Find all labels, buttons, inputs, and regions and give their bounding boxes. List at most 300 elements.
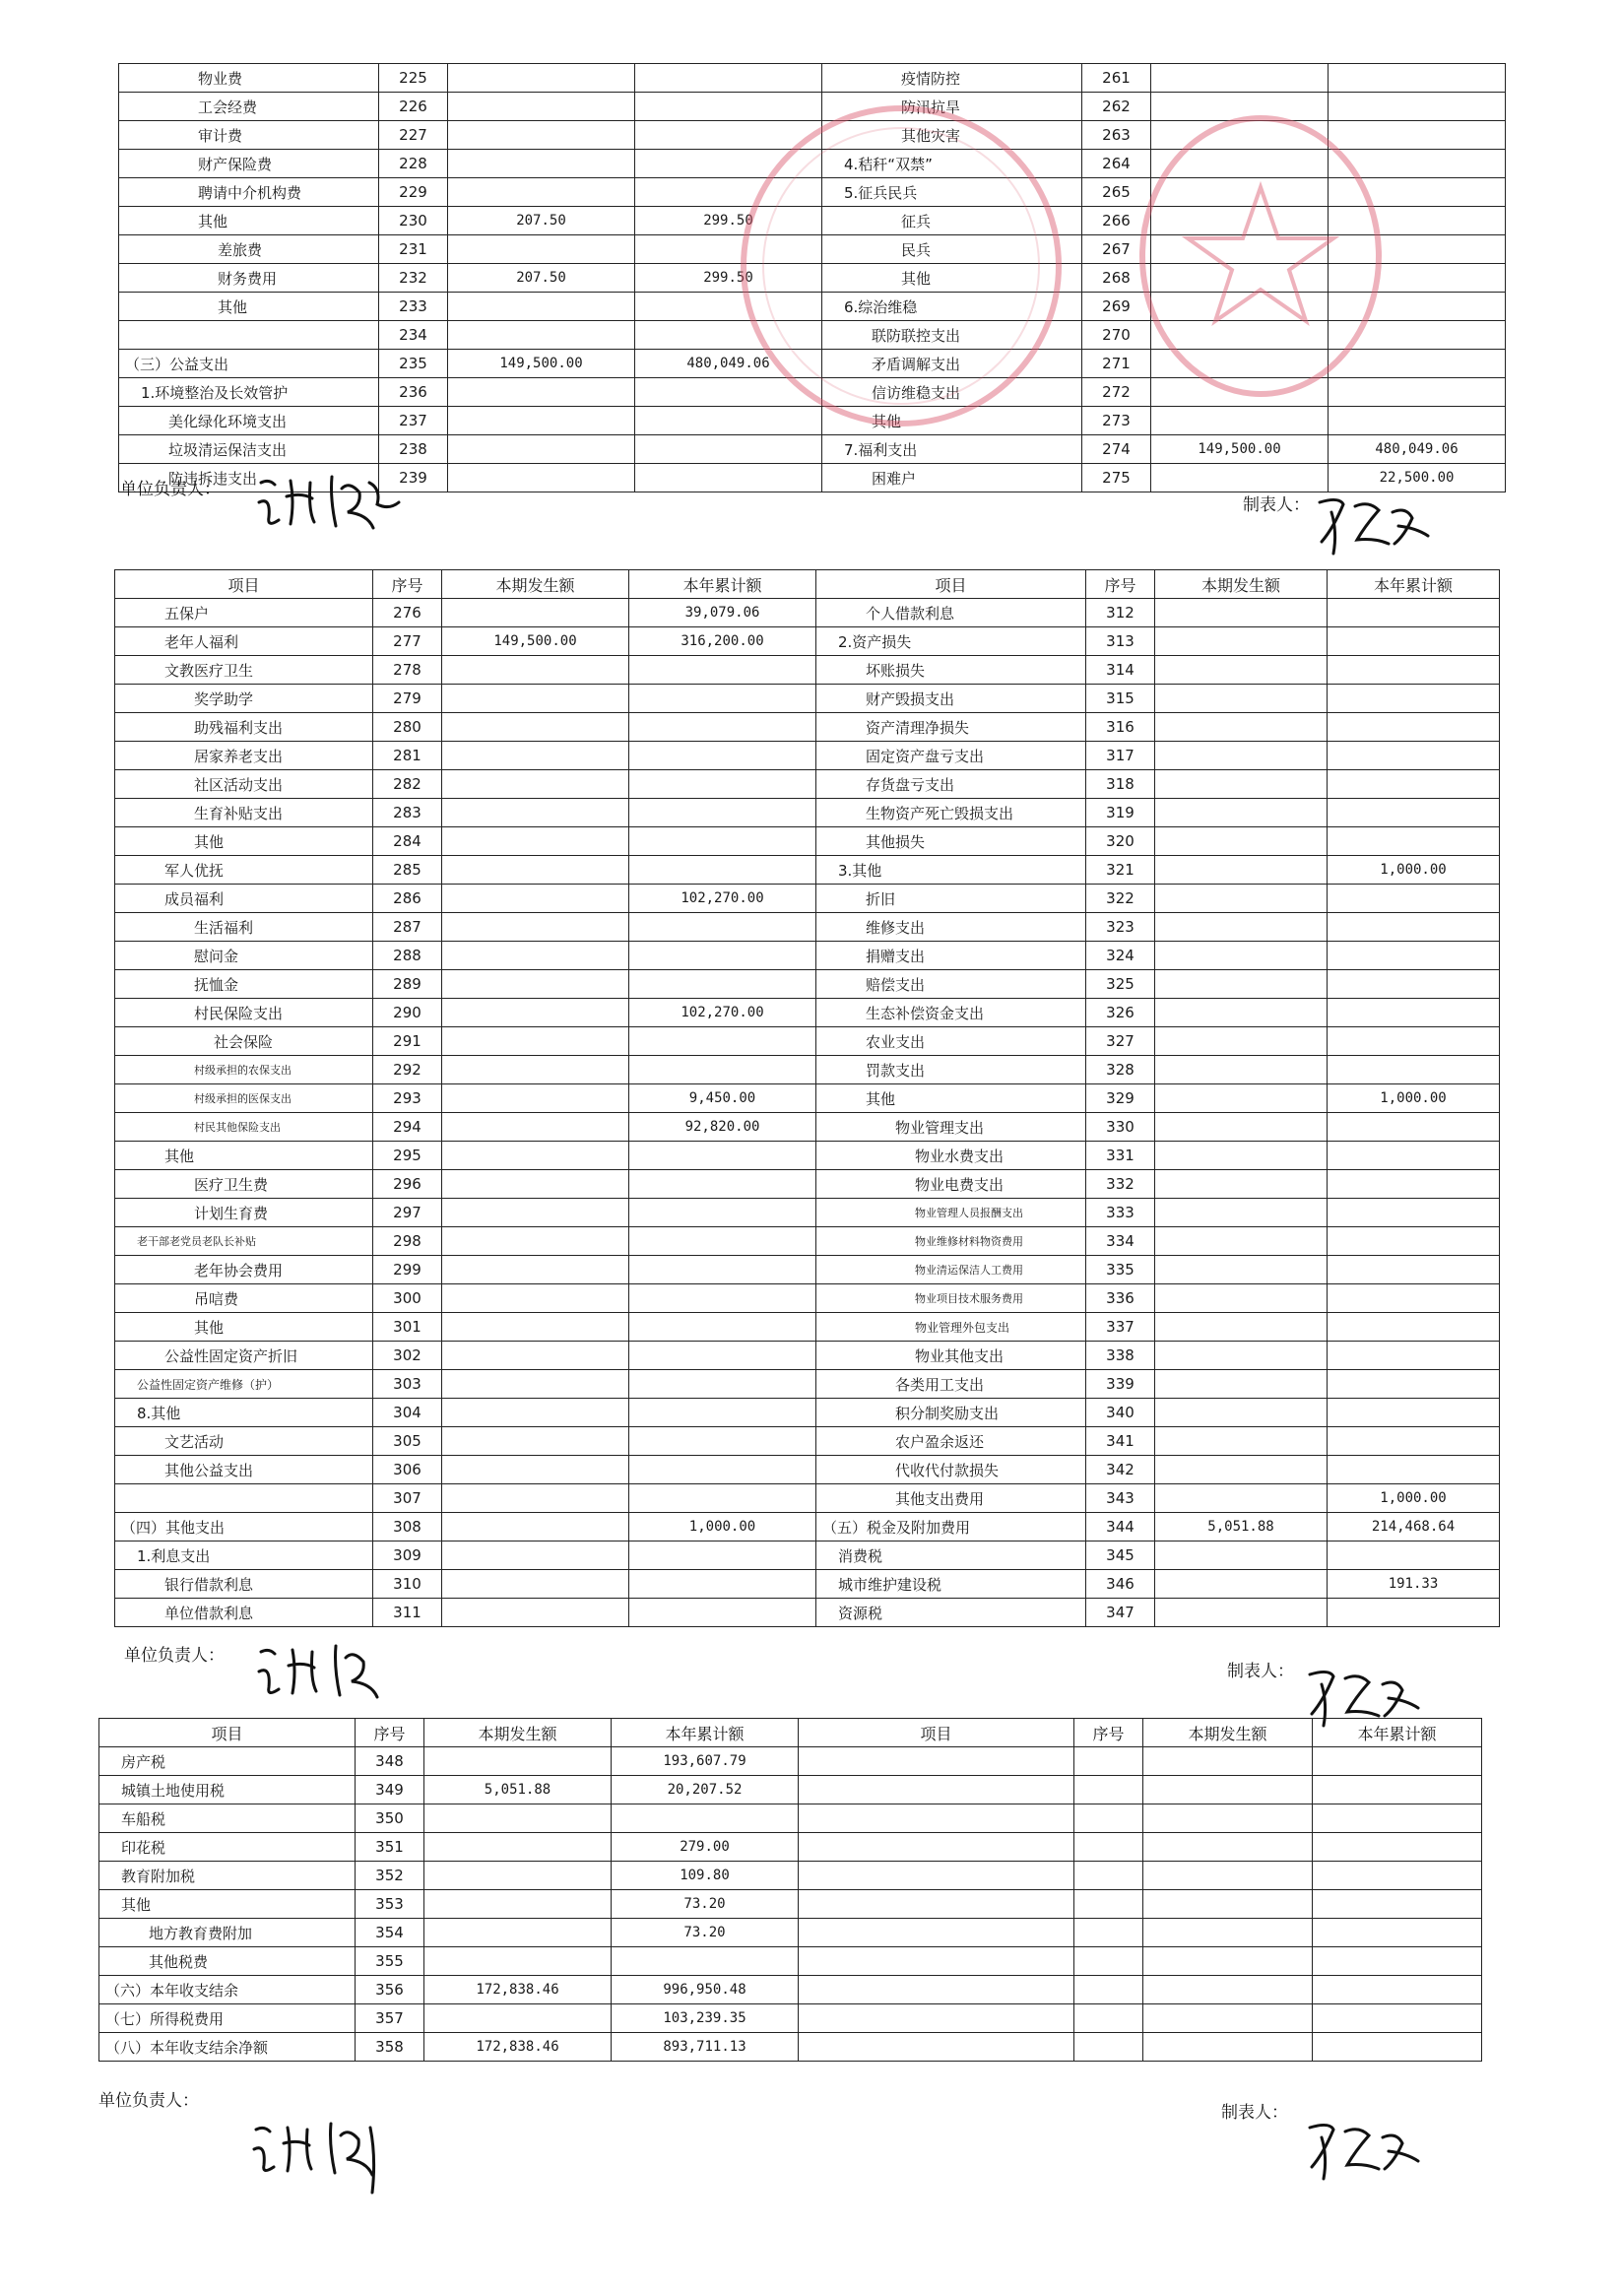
right-current-amount [1155,856,1328,885]
column-header-seq: 序号 [1086,570,1155,599]
left-seq-number: 306 [373,1456,442,1484]
table-row [119,235,1506,264]
right-seq-number: 336 [1086,1284,1155,1313]
right-ytd-amount [1329,150,1506,178]
left-current-amount [442,913,629,942]
right-seq-number: 268 [1082,264,1151,293]
left-item-label: 其他 [115,1313,373,1342]
right-seq-number: 322 [1086,885,1155,913]
right-seq-number: 345 [1086,1542,1155,1570]
right-item-label: 征兵 [822,207,1082,235]
left-current-amount [442,713,629,742]
right-seq-number: 323 [1086,913,1155,942]
left-ytd-amount [629,1542,816,1570]
right-seq-number: 267 [1082,235,1151,264]
table-row [99,2004,1482,2033]
table-row [119,264,1506,293]
left-ytd-amount [635,435,822,464]
table-row [119,350,1506,378]
right-current-amount [1151,93,1329,121]
right-ytd-amount [1329,178,1506,207]
right-item-label [799,1919,1074,1947]
left-item-label: 单位借款利息 [115,1599,373,1627]
left-ytd-amount: 316,200.00 [629,627,816,656]
left-ytd-amount [629,1284,816,1313]
table-row [115,1284,1500,1313]
left-ytd-amount [629,799,816,827]
left-seq-number: 311 [373,1599,442,1627]
right-current-amount [1155,1256,1328,1284]
right-seq-number: 334 [1086,1227,1155,1256]
left-ytd-amount: 893,711.13 [612,2033,799,2062]
right-ytd-amount [1313,1890,1482,1919]
left-item-label: 奖学助学 [115,685,373,713]
left-ytd-amount [635,293,822,321]
right-ytd-amount: 1,000.00 [1328,856,1500,885]
left-item-label: 老干部老党员老队长补贴 [115,1227,373,1256]
table-row [115,742,1500,770]
left-current-amount [442,942,629,970]
right-current-amount [1155,1484,1328,1513]
left-seq-number: 279 [373,685,442,713]
table-row [115,685,1500,713]
left-ytd-amount [629,856,816,885]
left-ytd-amount [629,1456,816,1484]
responsible-label-2: 单位负责人： [124,1646,225,1666]
right-seq-number: 313 [1086,627,1155,656]
left-item-label: 居家养老支出 [115,742,373,770]
right-current-amount [1143,1833,1313,1862]
left-current-amount: 149,500.00 [448,350,635,378]
left-ytd-amount: 102,270.00 [629,885,816,913]
right-ytd-amount [1328,1199,1500,1227]
column-header-seq: 序号 [356,1719,424,1747]
left-current-amount [448,178,635,207]
left-seq-number: 291 [373,1027,442,1056]
signature-preparer-2 [1300,1655,1428,1734]
right-ytd-amount [1328,685,1500,713]
left-ytd-amount [612,1947,799,1976]
right-ytd-amount [1313,2033,1482,2062]
left-item-label: 五保户 [115,599,373,627]
left-ytd-amount: 1,000.00 [629,1513,816,1542]
left-seq-number: 293 [373,1084,442,1113]
right-item-label: 固定资产盘亏支出 [816,742,1086,770]
right-current-amount [1143,1747,1313,1776]
table-row [115,656,1500,685]
right-ytd-amount [1328,1370,1500,1399]
right-item-label: 生态补偿资金支出 [816,999,1086,1027]
right-ytd-amount [1328,1027,1500,1056]
right-seq-number [1074,2033,1143,2062]
right-ytd-amount: 1,000.00 [1328,1484,1500,1513]
left-seq-number: 227 [379,121,448,150]
left-item-label: 地方教育费附加 [99,1919,356,1947]
right-seq-number: 328 [1086,1056,1155,1084]
table-row [119,207,1506,235]
left-ytd-amount [629,1256,816,1284]
right-ytd-amount [1313,1862,1482,1890]
right-seq-number: 316 [1086,713,1155,742]
right-item-label: 矛盾调解支出 [822,350,1082,378]
right-seq-number: 264 [1082,150,1151,178]
right-seq-number: 333 [1086,1199,1155,1227]
left-current-amount: 207.50 [448,264,635,293]
left-ytd-amount: 103,239.35 [612,2004,799,2033]
left-seq-number: 230 [379,207,448,235]
table-row [119,121,1506,150]
right-item-label: 物业管理外包支出 [816,1313,1086,1342]
right-seq-number: 319 [1086,799,1155,827]
left-seq-number: 238 [379,435,448,464]
right-current-amount [1155,713,1328,742]
right-ytd-amount [1328,1227,1500,1256]
right-current-amount [1155,1227,1328,1256]
signature-responsible-3 [246,2108,414,2197]
left-ytd-amount: 480,049.06 [635,350,822,378]
left-seq-number: 358 [356,2033,424,2062]
right-ytd-amount [1329,64,1506,93]
column-header-ytd: 本年累计额 [612,1719,799,1747]
right-current-amount [1151,464,1329,492]
left-seq-number: 300 [373,1284,442,1313]
left-ytd-amount [635,121,822,150]
right-current-amount [1143,1890,1313,1919]
left-ytd-amount [635,464,822,492]
right-seq-number: 339 [1086,1370,1155,1399]
left-ytd-amount [635,93,822,121]
left-current-amount: 149,500.00 [442,627,629,656]
right-ytd-amount: 22,500.00 [1329,464,1506,492]
right-current-amount [1155,827,1328,856]
ledger-table-section-3 [98,1718,1482,2062]
left-item-label: 老年人福利 [115,627,373,656]
table-row [115,1313,1500,1342]
left-seq-number: 277 [373,627,442,656]
right-current-amount [1155,1170,1328,1199]
right-item-label: 联防联控支出 [822,321,1082,350]
left-item-label: 助残福利支出 [115,713,373,742]
right-ytd-amount [1328,799,1500,827]
left-ytd-amount [629,1599,816,1627]
left-current-amount [448,150,635,178]
right-item-label [799,1976,1074,2004]
right-seq-number: 266 [1082,207,1151,235]
left-current-amount: 172,838.46 [424,2033,612,2062]
right-seq-number [1074,1862,1143,1890]
right-current-amount [1143,1947,1313,1976]
left-ytd-amount: 39,079.06 [629,599,816,627]
right-ytd-amount [1328,970,1500,999]
right-item-label: 农户盈余返还 [816,1427,1086,1456]
left-ytd-amount: 299.50 [635,264,822,293]
right-ytd-amount: 1,000.00 [1328,1084,1500,1113]
table-row [115,856,1500,885]
left-current-amount [442,827,629,856]
right-seq-number [1074,1776,1143,1804]
right-ytd-amount [1328,1456,1500,1484]
table-row [115,1113,1500,1142]
right-current-amount [1155,627,1328,656]
left-item-label: 老年协会费用 [115,1256,373,1284]
right-seq-number: 325 [1086,970,1155,999]
left-item-label: 慰问金 [115,942,373,970]
right-item-label: 其他 [822,407,1082,435]
left-ytd-amount: 996,950.48 [612,1976,799,2004]
left-item-label: 8.其他 [115,1399,373,1427]
table-row [115,1542,1500,1570]
left-seq-number: 283 [373,799,442,827]
right-current-amount [1155,885,1328,913]
left-seq-number: 231 [379,235,448,264]
left-seq-number: 284 [373,827,442,856]
table-row [115,627,1500,656]
right-item-label: 物业管理人员报酬支出 [816,1199,1086,1227]
table-row [99,1919,1482,1947]
right-seq-number: 321 [1086,856,1155,885]
left-seq-number: 233 [379,293,448,321]
left-seq-number: 235 [379,350,448,378]
left-ytd-amount: 299.50 [635,207,822,235]
left-current-amount [442,1427,629,1456]
left-item-label: 成员福利 [115,885,373,913]
left-seq-number: 303 [373,1370,442,1399]
right-seq-number: 318 [1086,770,1155,799]
right-current-amount [1151,150,1329,178]
left-seq-number: 351 [356,1833,424,1862]
left-seq-number: 294 [373,1113,442,1142]
preparer-label-2: 制表人： [1227,1662,1294,1681]
left-item-label: 1.利息支出 [115,1542,373,1570]
table-row [119,178,1506,207]
left-ytd-amount: 73.20 [612,1919,799,1947]
right-seq-number: 315 [1086,685,1155,713]
table-row [119,407,1506,435]
left-ytd-amount: 73.20 [612,1890,799,1919]
left-current-amount [442,1484,629,1513]
right-current-amount [1155,913,1328,942]
left-current-amount [442,1284,629,1313]
left-ytd-amount [635,64,822,93]
left-ytd-amount [635,178,822,207]
left-current-amount [442,685,629,713]
left-current-amount [442,999,629,1027]
right-seq-number: 332 [1086,1170,1155,1199]
left-seq-number: 295 [373,1142,442,1170]
column-header-current: 本期发生额 [442,570,629,599]
right-current-amount [1151,121,1329,150]
left-current-amount [442,799,629,827]
right-current-amount [1151,350,1329,378]
left-current-amount: 5,051.88 [424,1776,612,1804]
table-row [115,827,1500,856]
left-current-amount [424,1947,612,1976]
right-current-amount [1155,1599,1328,1627]
right-seq-number: 261 [1082,64,1151,93]
table-row [115,1370,1500,1399]
right-current-amount [1151,178,1329,207]
left-ytd-amount: 9,450.00 [629,1084,816,1113]
right-current-amount [1155,1342,1328,1370]
left-item-label: 社区活动支出 [115,770,373,799]
left-current-amount [442,599,629,627]
left-current-amount [448,293,635,321]
left-current-amount [448,378,635,407]
right-current-amount [1155,999,1328,1027]
left-seq-number: 353 [356,1890,424,1919]
left-item-label: 防违拆违支出 [119,464,379,492]
left-seq-number: 357 [356,2004,424,2033]
right-item-label: 2.资产损失 [816,627,1086,656]
column-header-current: 本期发生额 [424,1719,612,1747]
right-current-amount: 149,500.00 [1151,435,1329,464]
right-ytd-amount [1313,1947,1482,1976]
right-item-label: 存货盘亏支出 [816,770,1086,799]
right-item-label: 其他损失 [816,827,1086,856]
left-item-label: 其他 [99,1890,356,1919]
right-item-label: 积分制奖励支出 [816,1399,1086,1427]
left-ytd-amount [635,150,822,178]
table-row [99,1862,1482,1890]
right-item-label: 农业支出 [816,1027,1086,1056]
left-seq-number: 225 [379,64,448,93]
left-seq-number: 228 [379,150,448,178]
table-row [115,1056,1500,1084]
right-ytd-amount [1329,407,1506,435]
left-seq-number: 307 [373,1484,442,1513]
right-ytd-amount [1328,999,1500,1027]
left-current-amount [442,1113,629,1142]
left-item-label: 生育补贴支出 [115,799,373,827]
right-current-amount [1155,1570,1328,1599]
right-current-amount [1143,1804,1313,1833]
left-ytd-amount [629,656,816,685]
left-seq-number: 301 [373,1313,442,1342]
right-seq-number: 274 [1082,435,1151,464]
right-seq-number: 335 [1086,1256,1155,1284]
left-current-amount: 207.50 [448,207,635,235]
left-item-label: 银行借款利息 [115,1570,373,1599]
left-seq-number: 348 [356,1747,424,1776]
right-item-label: 物业电费支出 [816,1170,1086,1199]
left-item-label: 教育附加税 [99,1862,356,1890]
right-item-label: 4.秸秆“双禁” [822,150,1082,178]
left-seq-number: 290 [373,999,442,1027]
right-current-amount [1151,64,1329,93]
left-current-amount [448,321,635,350]
right-ytd-amount [1328,1599,1500,1627]
left-seq-number: 226 [379,93,448,121]
right-ytd-amount [1328,656,1500,685]
left-seq-number: 229 [379,178,448,207]
left-current-amount [442,1542,629,1570]
table-row [115,1170,1500,1199]
left-item-label: 垃圾清运保洁支出 [119,435,379,464]
right-seq-number: 320 [1086,827,1155,856]
left-seq-number: 298 [373,1227,442,1256]
right-ytd-amount [1313,1833,1482,1862]
table-row [115,713,1500,742]
left-seq-number: 356 [356,1976,424,2004]
right-ytd-amount [1313,1919,1482,1947]
left-ytd-amount [629,1227,816,1256]
right-ytd-amount [1328,713,1500,742]
table-row [115,1227,1500,1256]
left-seq-number: 280 [373,713,442,742]
left-seq-number: 352 [356,1862,424,1890]
left-current-amount [424,1919,612,1947]
right-item-label: 财产毁损支出 [816,685,1086,713]
left-seq-number: 308 [373,1513,442,1542]
table-row [115,999,1500,1027]
right-item-label: 个人借款利息 [816,599,1086,627]
left-item-label: 村民其他保险支出 [115,1113,373,1142]
table-row [115,1456,1500,1484]
left-item-label: 财务费用 [119,264,379,293]
left-ytd-amount [629,970,816,999]
left-item-label: 社会保险 [115,1027,373,1056]
right-item-label: 生物资产死亡毁损支出 [816,799,1086,827]
right-ytd-amount [1328,1427,1500,1456]
right-current-amount [1151,207,1329,235]
right-seq-number: 327 [1086,1027,1155,1056]
right-item-label: 6.综治维稳 [822,293,1082,321]
left-item-label: 其他公益支出 [115,1456,373,1484]
right-seq-number [1074,1890,1143,1919]
left-seq-number: 354 [356,1919,424,1947]
left-item-label: 其他 [115,827,373,856]
left-current-amount [442,885,629,913]
ledger-table-section-2 [114,569,1500,1627]
right-ytd-amount [1329,121,1506,150]
left-seq-number: 299 [373,1256,442,1284]
right-item-label [799,1890,1074,1919]
right-ytd-amount [1328,885,1500,913]
right-item-label: 民兵 [822,235,1082,264]
right-ytd-amount [1329,264,1506,293]
right-current-amount [1143,2033,1313,2062]
left-current-amount [442,1142,629,1170]
left-seq-number: 304 [373,1399,442,1427]
left-current-amount [448,407,635,435]
right-ytd-amount [1329,207,1506,235]
right-item-label: 资源税 [816,1599,1086,1627]
right-seq-number: 338 [1086,1342,1155,1370]
table-row [119,435,1506,464]
left-ytd-amount [635,407,822,435]
right-seq-number [1074,1833,1143,1862]
right-item-label: 物业清运保洁人工费用 [816,1256,1086,1284]
right-current-amount [1155,1370,1328,1399]
right-item-label [799,1747,1074,1776]
column-header-item: 项目 [115,570,373,599]
right-ytd-amount [1313,1804,1482,1833]
right-item-label: 其他 [822,264,1082,293]
right-item-label: 物业项目技术服务费用 [816,1284,1086,1313]
left-ytd-amount [629,1313,816,1342]
left-item-label: 1.环境整治及长效管护 [119,378,379,407]
table-header-row [115,570,1500,599]
left-seq-number: 282 [373,770,442,799]
left-current-amount [424,1804,612,1833]
left-item-label: 其他 [119,293,379,321]
right-current-amount [1155,1027,1328,1056]
table-row [115,1484,1500,1513]
left-seq-number: 237 [379,407,448,435]
right-item-label: 物业其他支出 [816,1342,1086,1370]
right-ytd-amount [1329,378,1506,407]
left-seq-number: 281 [373,742,442,770]
